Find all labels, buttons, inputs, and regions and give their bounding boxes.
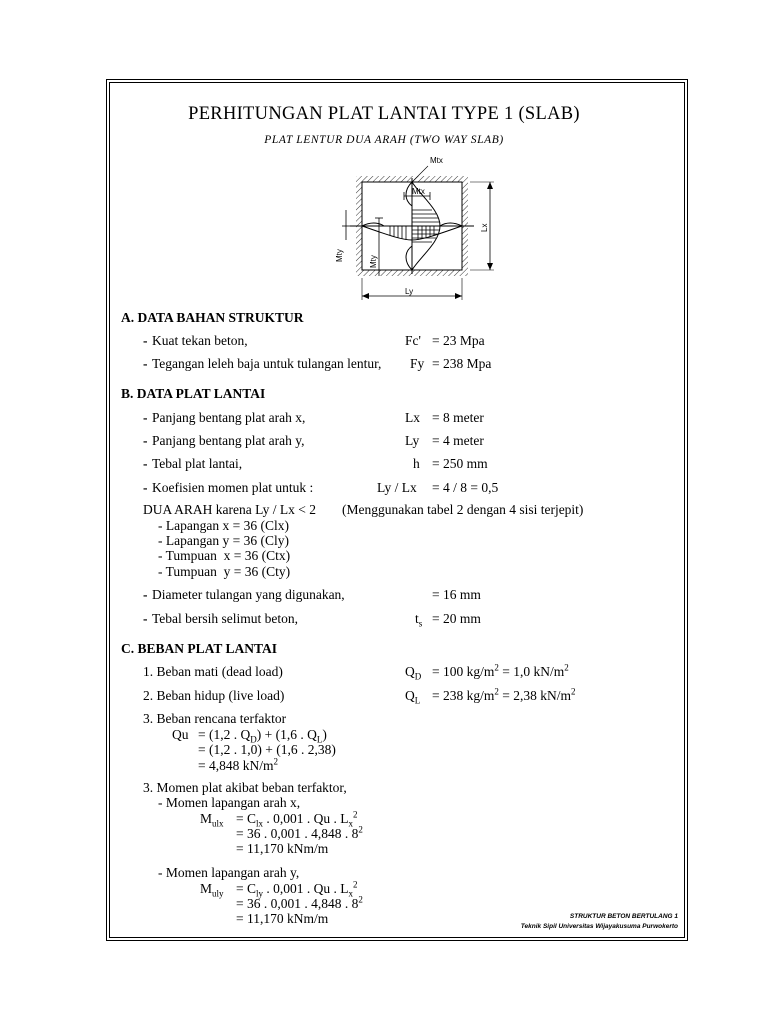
cover-symbol: $t_s$ xyxy=(415,611,423,629)
moment-label: 3. Momen plat akibat beban terfaktor, xyxy=(143,780,347,795)
row-label: Koefisien momen plat untuk : xyxy=(152,480,314,495)
mlx-label: - Momen lapangan arah x, xyxy=(158,795,301,810)
label-mty-inner: Mty xyxy=(369,255,378,268)
mly-label: - Momen lapangan arah y, xyxy=(158,865,300,880)
qu-line-1: = (1,2 . $Q_D) + (1,6$ . $Q_L$) xyxy=(198,727,327,745)
mly-line-2: = 36 . 0,001 . 4,848 . $8^2$ xyxy=(236,894,363,911)
dead-load-value: = 100 $kg/m^2 = 1,0$ $kN/m^2$ xyxy=(432,662,569,679)
bullet-dash: - xyxy=(143,480,148,495)
qu-line-2: = (1,2 . 1,0) + (1,6 . 2,38) xyxy=(198,742,336,757)
label-mtx-top: Mtx xyxy=(430,156,443,165)
row-value: = 4 meter xyxy=(432,433,484,448)
label-ly: Ly xyxy=(405,287,414,296)
row-symbol: Fy xyxy=(410,356,425,371)
bullet-dash: - xyxy=(143,587,148,602)
bullet-dash: - xyxy=(143,333,148,348)
document-title: PERHITUNGAN PLAT LANTAI TYPE 1 (SLAB) xyxy=(188,104,580,124)
dead-load-label: 1. Beban mati (dead load) xyxy=(143,664,283,679)
coef-item: - Tumpuan y = 36 (Cty) xyxy=(158,564,291,579)
coef-item: - Lapangan x = 36 (Clx) xyxy=(158,518,289,533)
footer-course: STRUKTUR BETON BERTULANG 1 xyxy=(569,913,678,920)
row-symbol: Ly xyxy=(405,433,420,448)
diameter-value: = 16 mm xyxy=(432,587,481,602)
document-subtitle: PLAT LENTUR DUA ARAH (TWO WAY SLAB) xyxy=(264,134,504,146)
dead-load-symbol: $Q_D$ xyxy=(405,664,422,682)
live-load-label: 2. Beban hidup (live load) xyxy=(143,688,285,703)
row-value: = 4 / 8 = 0,5 xyxy=(432,480,499,495)
mly-line-1: = $C_{ly}$ . 0,001 . Qu . $L_x^2$ xyxy=(236,879,358,899)
footer-institution: Teknik Sipil Universitas Wijayakusuma Purwokerto xyxy=(520,923,678,930)
live-load-symbol: $Q_L$ xyxy=(405,688,421,706)
row-label: Kuat tekan beton, xyxy=(152,333,248,348)
row-value: = 250 mm xyxy=(432,456,488,471)
section-b-heading: B. DATA PLAT LANTAI xyxy=(121,386,266,401)
mly-symbol: $M_{uly}$ xyxy=(200,881,224,899)
row-label: Tegangan leleh baja untuk tulangan lentur, xyxy=(152,356,382,371)
coef-item: - Lapangan y = 36 (Cly) xyxy=(158,533,289,548)
bullet-dash: - xyxy=(143,433,148,448)
dua-arah-note: (Menggunakan tabel 2 dengan 4 sisi terjepit) xyxy=(342,502,584,517)
cover-value: = 20 mm xyxy=(432,611,481,626)
mlx-line-3: = 11,170 kNm/m xyxy=(236,841,329,856)
row-value: = 23 Mpa xyxy=(432,333,485,348)
row-label: Panjang bentang plat arah x, xyxy=(152,410,306,425)
mlx-line-1: = $C_{lx}$ . 0,001 . Qu . $L_x^2$ xyxy=(236,809,358,829)
section-c-heading: C. BEBAN PLAT LANTAI xyxy=(121,641,278,656)
row-symbol: h xyxy=(413,456,420,471)
label-lx: Lx xyxy=(480,223,489,232)
mlx-symbol: $M_{ulx}$ xyxy=(200,811,224,829)
diameter-label: Diameter tulangan yang digunakan, xyxy=(152,587,345,602)
row-label: Tebal plat lantai, xyxy=(152,456,243,471)
label-mty-outer: Mty xyxy=(335,249,344,262)
bullet-dash: - xyxy=(143,611,148,626)
cover-label: Tebal bersih selimut beton, xyxy=(152,611,299,626)
mly-line-3: = 11,170 kNm/m xyxy=(236,911,329,926)
row-value: = 238 Mpa xyxy=(432,356,492,371)
coef-item: - Tumpuan x = 36 (Ctx) xyxy=(158,548,291,563)
qu-symbol: Qu xyxy=(172,727,189,742)
slab-diagram xyxy=(330,150,500,300)
row-label: Panjang bentang plat arah y, xyxy=(152,433,305,448)
bullet-dash: - xyxy=(143,410,148,425)
mlx-line-2: = 36 . 0,001 . 4,848 . $8^2$ xyxy=(236,824,363,841)
factored-load-label: 3. Beban rencana terfaktor xyxy=(143,711,287,726)
dua-arah-text: DUA ARAH karena Ly / Lx < 2 xyxy=(143,502,316,517)
row-value: = 8 meter xyxy=(432,410,484,425)
label-mtx-inner: Mtx xyxy=(412,187,425,196)
bullet-dash: - xyxy=(143,356,148,371)
row-symbol: Lx xyxy=(405,410,420,425)
bullet-dash: - xyxy=(143,456,148,471)
section-a-heading: A. DATA BAHAN STRUKTUR xyxy=(121,310,304,325)
row-symbol: Fc' xyxy=(405,333,421,348)
row-symbol: Ly / Lx xyxy=(377,480,417,495)
qu-line-3: = 4,848 $kN/m^2$ xyxy=(198,756,278,773)
live-load-value: = 238 $kg/m^2 = 2,38$ $kN/m^2$ xyxy=(432,686,576,703)
